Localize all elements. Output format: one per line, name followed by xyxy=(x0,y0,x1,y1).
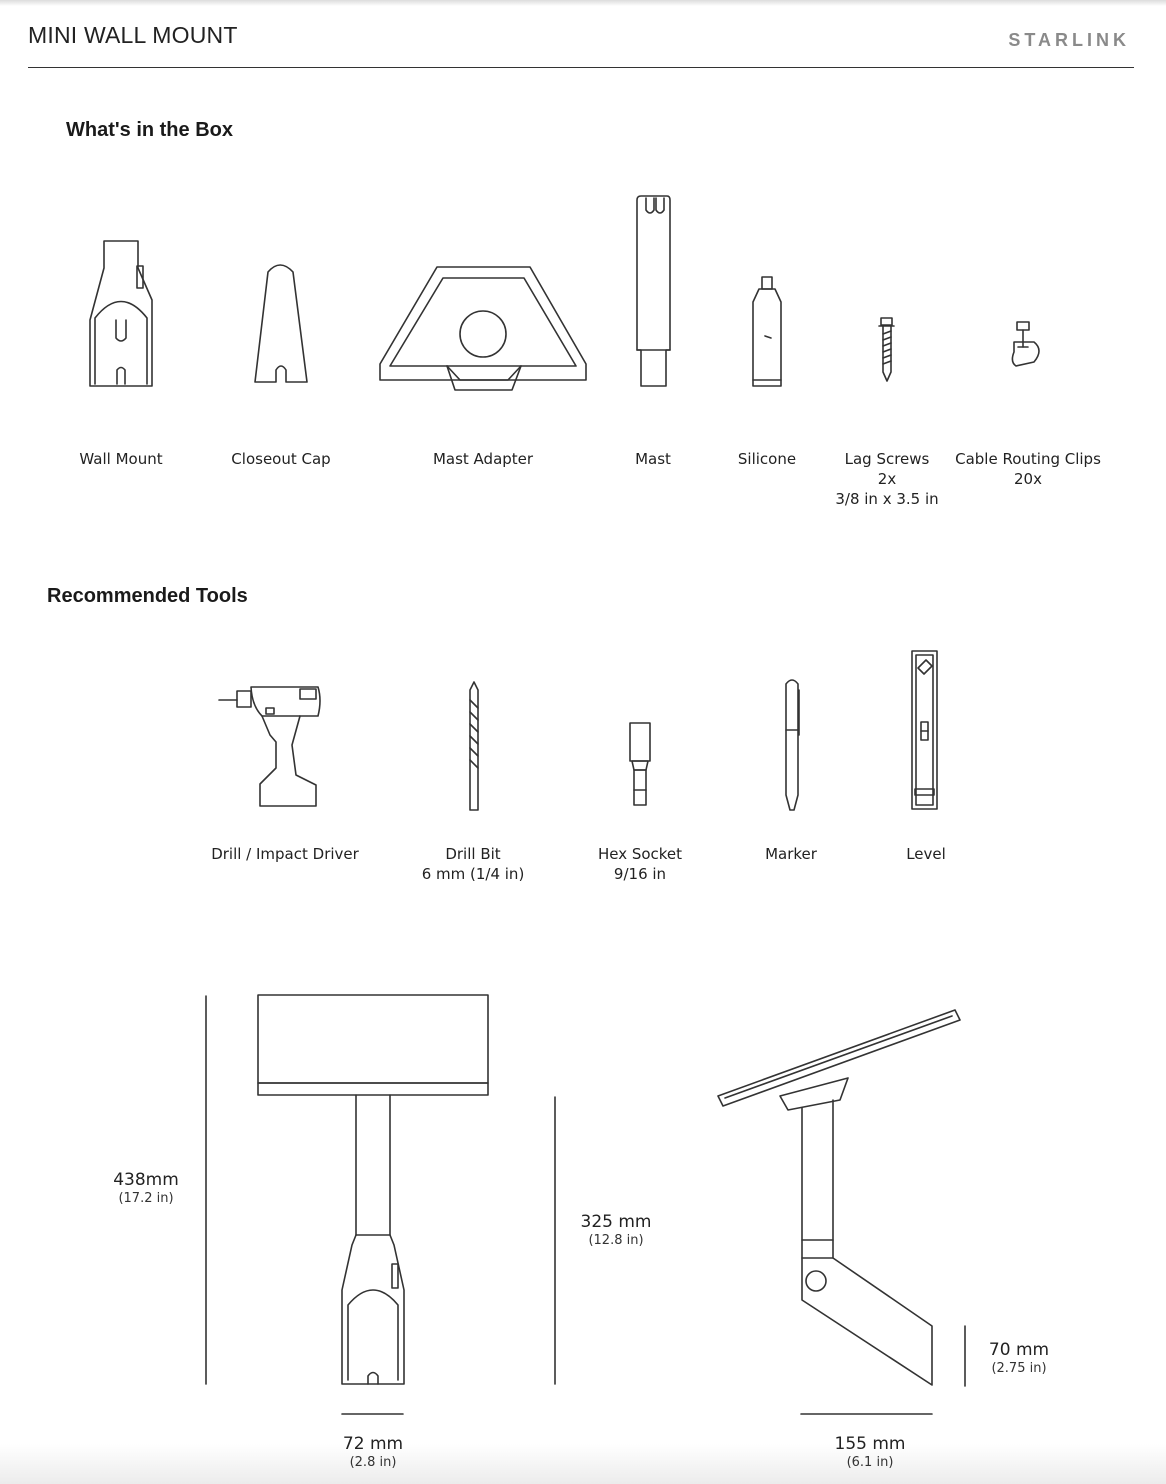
silicone-tube-icon xyxy=(753,277,781,386)
brand-logo: STARLINK xyxy=(1008,30,1130,50)
label-drill-bit: Drill Bit 6 mm (1/4 in) xyxy=(421,845,525,883)
dim-mount-width: 72 mm (2.8 in) xyxy=(342,1434,404,1470)
dim-mast-height: 325 mm (12.8 in) xyxy=(580,1212,652,1248)
label-closeout-cap: Closeout Cap xyxy=(231,450,331,468)
side-view-drawing xyxy=(718,1010,960,1385)
page-title: MINI WALL MOUNT xyxy=(28,22,238,48)
hex-socket-icon xyxy=(630,723,650,805)
marker-icon xyxy=(786,680,799,810)
label-level: Level xyxy=(906,845,946,863)
drill-icon xyxy=(219,687,320,806)
label-marker: Marker xyxy=(765,845,817,863)
mast-icon xyxy=(637,196,670,386)
label-lag-screws: Lag Screws 2x 3/8 in x 3.5 in xyxy=(835,450,939,508)
label-wall-mount: Wall Mount xyxy=(79,450,163,468)
label-mast: Mast xyxy=(635,450,671,468)
drill-bit-icon xyxy=(470,682,478,810)
dim-total-height: 438mm (17.2 in) xyxy=(113,1170,179,1206)
mast-adapter-icon xyxy=(380,267,586,390)
cable-clip-icon xyxy=(1012,322,1039,366)
label-cable-routing-clips: Cable Routing Clips 20x xyxy=(955,450,1101,488)
closeout-cap-icon xyxy=(255,265,307,382)
dim-side-offset: 70 mm (2.75 in) xyxy=(988,1340,1050,1376)
front-view-drawing xyxy=(258,995,488,1384)
label-drill: Drill / Impact Driver xyxy=(211,845,359,863)
wall-mount-icon xyxy=(90,241,152,386)
label-hex-socket: Hex Socket 9/16 in xyxy=(597,845,683,883)
box-heading: What's in the Box xyxy=(66,119,233,141)
tools-heading: Recommended Tools xyxy=(47,585,248,607)
label-mast-adapter: Mast Adapter xyxy=(432,450,534,468)
label-silicone: Silicone xyxy=(737,450,797,468)
level-icon xyxy=(912,651,937,809)
dim-side-depth: 155 mm (6.1 in) xyxy=(834,1434,906,1470)
lag-screw-icon xyxy=(879,318,894,381)
